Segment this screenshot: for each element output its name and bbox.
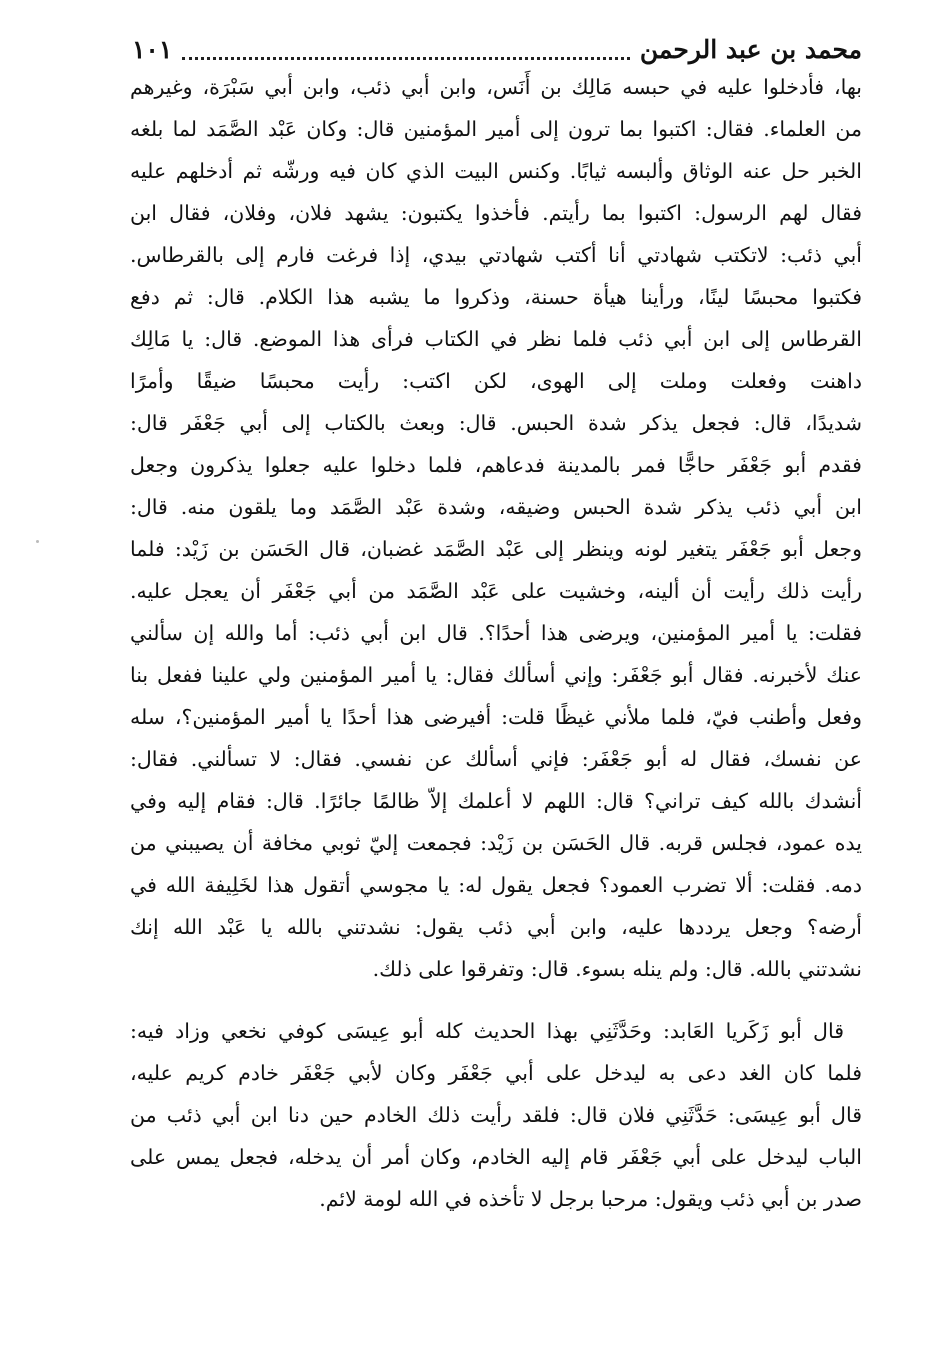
text-line: وجعل أبو جَعْفَر يتغير لونه وينظر إلى عَبْد الصَّمَد غضبان، قال الحَسَن بن زَيْد: فلما [130, 537, 862, 561]
text-line: أرضه؟ وجعل يرددها عليه، وابن أبي ذئب يقول: نشدتني بالله يا عَبْد الله إنك [130, 915, 862, 939]
text-line: فكتبوا محبسًا لينًا، ورأينا هيأة حسنة، وذكروا ما يشبه هذا الكلام. قال: ثم دفع [130, 285, 862, 309]
text-line: فقال لهم الرسول: اكتبوا بما رأيتم. فأخذوا يكتبون: يشهد فلان، وفلان، فقال ابن [130, 201, 862, 225]
text-line: يده عمود، فجلس قربه. قال الحَسَن بن زَيْد: فجمعت إليّ ثوبي مخافة أن يصيبني من [130, 831, 862, 855]
text-line: فقلت: يا أمير المؤمنين، ويرضى هذا أحدًا؟. قال ابن أبي ذئب: أما والله إن سألني [130, 621, 862, 645]
paragraph-1 [130, 66, 862, 990]
text-line: الباب ليدخل على أبي جَعْفَر قام إليه الخادم، وكان أمر أن يدخله، فجعل يمس على [130, 1145, 862, 1169]
text-line: أنشدك بالله كيف تراني؟ قال: اللهم لا أعلمك إلاّ ظالمًا جائرًا. قال: فقام إليه وفي [130, 789, 862, 813]
text-line: رأيت ذلك رأيت أن ألينه، وخشيت على عَبْد الصَّمَد من أبي جَعْفَر أن يعجل عليه. [130, 579, 862, 603]
text-line: من العلماء. فقال: اكتبوا بما ترون إلى أمير المؤمنين قال: وكان عَبْد الصَّمَد لما بلغه [130, 117, 862, 141]
page-number: ١٠١ [132, 35, 173, 64]
text-line: القرطاس إلى ابن أبي ذئب فلما نظر في الكتاب فرأى هذا الموضع. قال: يا مَالِك [130, 327, 862, 351]
paragraph-2 [130, 1010, 862, 1220]
text-line: داهنت وفعلت وملت إلى الهوى، لكن اكتب: رأيت محبسًا ضيقًا وأمرًا [130, 369, 862, 393]
text-line: صدر بن أبي ذئب ويقول: مرحبا برجل لا تأخذه في الله لومة لائم. [319, 1187, 862, 1211]
text-line: أبي ذئب: لاتكتب شهادتي أنا أكتب شهادتي بيدي، إذا فرغت فارم إلى بالقرطاس. [130, 243, 862, 267]
text-line: فلما كان الغد دعى به ليدخل على أبي جَعْفَر وكان لأبي جَعْفَر خادم كريم عليه، [130, 1061, 862, 1085]
text-line: قال أبو زَكَريا العَابد: وحَدَّثَنِي بهذا الحديث كله أبو عِيسَى كوفي نخعي وزاد فيه: [130, 1019, 844, 1043]
text-line: دمه. فقلت: ألا تضرب العمود؟ فجعل يقول له: يا مجوسي أتقول هذا لخَلِيفة الله في [130, 873, 862, 897]
paragraph-spacer [130, 990, 862, 1010]
running-title: محمد بن عبد الرحمن [639, 35, 862, 64]
text-line: قال أبو عِيسَى: حَدَّثَنِي فلان قال: فلقد رأيت ذلك الخادم حين دنا ابن أبي ذئب من [130, 1103, 862, 1127]
text-line: بها، فأدخلوا عليه في حبسه مَالِك بن أَنَس، وابن أبي ذئب، وابن أبي سَبْرَة، وغيرهم [130, 75, 862, 99]
scan-speck [36, 540, 39, 543]
text-line: عن نفسك، فقال له أبو جَعْفَر: فإني أسألك عن نفسي. فقال: لا تسألني. فقال: [130, 747, 862, 771]
text-line: الخبر حل عنه الوثاق وألبسه ثيابًا. وكنس البيت الذي كان فيه ورشّه ثم أدخلهم عليه [130, 159, 862, 183]
leader-dots [182, 57, 630, 60]
text-line: فقدم أبو جَعْفَر حاجًّا فمر بالمدينة فدعاهم، فلما دخلوا عليه جعلوا يذكرون وجعل [130, 453, 862, 477]
text-line: وفعل وأطنب فيّ، فلما ملأني غيظًا قلت: أفيرضى هذا أحدًا يا أمير المؤمنين؟، سله [130, 705, 862, 729]
body-text [130, 66, 862, 1220]
text-line: نشدتني بالله. قال: ولم ينله بسوء. قال: وتفرقوا على ذلك. [372, 957, 862, 981]
text-line: عنك لأخبرنه. فقال أبو جَعْفَر: وإني أسألك فقال: يا أمير المؤمنين ولي علينا ففعل بنا [130, 663, 862, 687]
text-line: ابن أبي ذئب يذكر شدة الحبس وضيقه، وشدة عَبْد الصَّمَد وما يلقون منه. قال: [130, 495, 862, 519]
text-line: شديدًا، قال: فجعل يذكر شدة الحبس. قال: وبعث بالكتاب إلى أبي جَعْفَر قال: [130, 411, 862, 435]
